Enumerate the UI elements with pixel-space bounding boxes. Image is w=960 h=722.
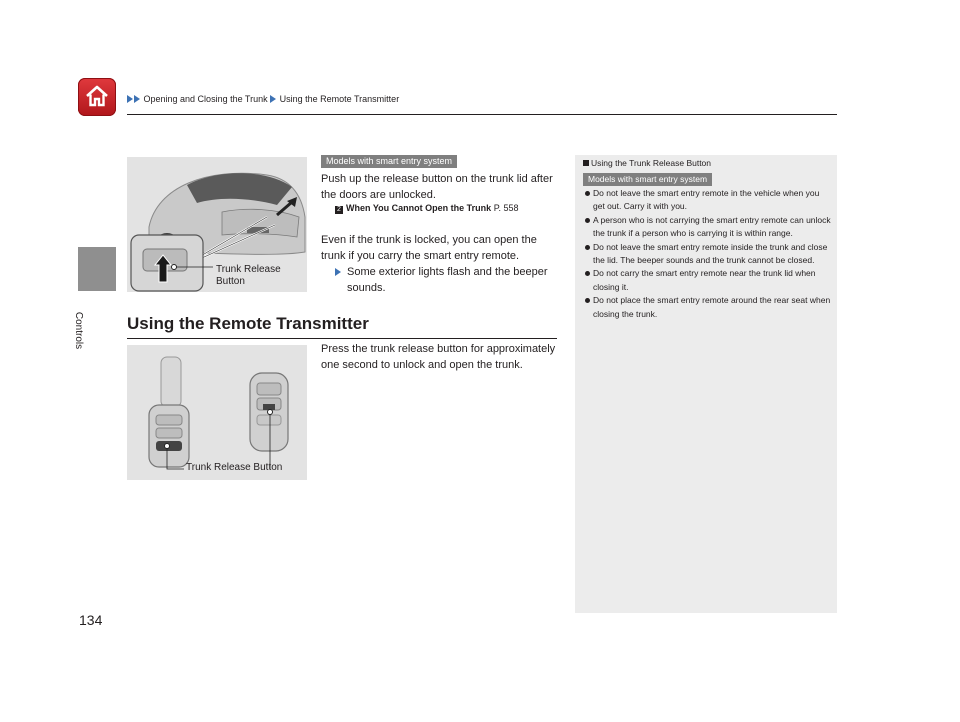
breadcrumb-arrow-icon [270,95,276,103]
breadcrumb [127,94,399,104]
instruction-paragraph: Push up the release button on the trunk lid after the doors are unlocked. [321,173,553,201]
note-arrow-icon [335,268,341,276]
header-divider [127,114,837,115]
breadcrumb-item[interactable]: Using the Remote Transmitter [279,94,400,104]
remote-transmitter-figure [127,345,307,480]
section-title: Using the Remote Transmitter [127,314,369,333]
result-note-text: Some exterior lights flash and the beeper sounds. [347,266,548,294]
notes-panel-title-text: Using the Trunk Release Button [591,158,712,168]
note-item: Do not place the smart entry remote around the rear seat when closing the trunk. [583,294,833,321]
note-item: Do not leave the smart entry remote in the vehicle when you get out. Carry it with you. [583,187,833,214]
callout-line2: Button [216,276,245,287]
callout-line1: Trunk Release [216,264,281,275]
trunk-release-callout-2: Trunk Release Button [186,462,283,473]
chapter-tab[interactable] [78,247,116,291]
section-divider [127,338,557,339]
home-icon [84,83,110,109]
key-fob-illustration [127,345,307,480]
trunk-release-callout [216,264,281,288]
note-marker-icon [583,160,589,166]
result-note [335,264,560,296]
breadcrumb-arrow-icon [127,95,133,103]
panel-model-badge: Models with smart entry system [583,173,712,186]
trunk-release-figure [127,157,307,292]
chapter-label [73,305,100,365]
notes-list [583,187,833,321]
reference-title[interactable]: When You Cannot Open the Trunk [346,203,492,213]
reference-page[interactable]: P. 558 [493,203,519,213]
page-number: 134 [79,612,103,628]
breadcrumb-arrow-icon [134,95,140,103]
breadcrumb-item[interactable]: Opening and Closing the Trunk [143,94,268,104]
note-item: Do not leave the smart entry remote inside the trunk and close the lid. The beeper sounds and the trunk cannot be closed. [583,241,833,268]
note-item: A person who is not carrying the smart entry remote can unlock the trunk if a person who is carrying it is within range. [583,214,833,241]
remote-instruction-paragraph: Press the trunk release button for approximately one second to unlock and open the trunk. [321,343,556,371]
home-button[interactable] [78,78,116,116]
model-badge: Models with smart entry system [321,155,457,168]
chapter-label-text: Controls [73,311,85,350]
cross-reference[interactable] [335,203,519,214]
notes-panel-title [583,158,711,168]
reference-arrow-icon: 2 [335,206,343,214]
locked-trunk-paragraph: Even if the trunk is locked, you can open the trunk if you carry the smart entry remote. [321,234,537,262]
note-item: Do not carry the smart entry remote near the trunk lid when closing it. [583,267,833,294]
